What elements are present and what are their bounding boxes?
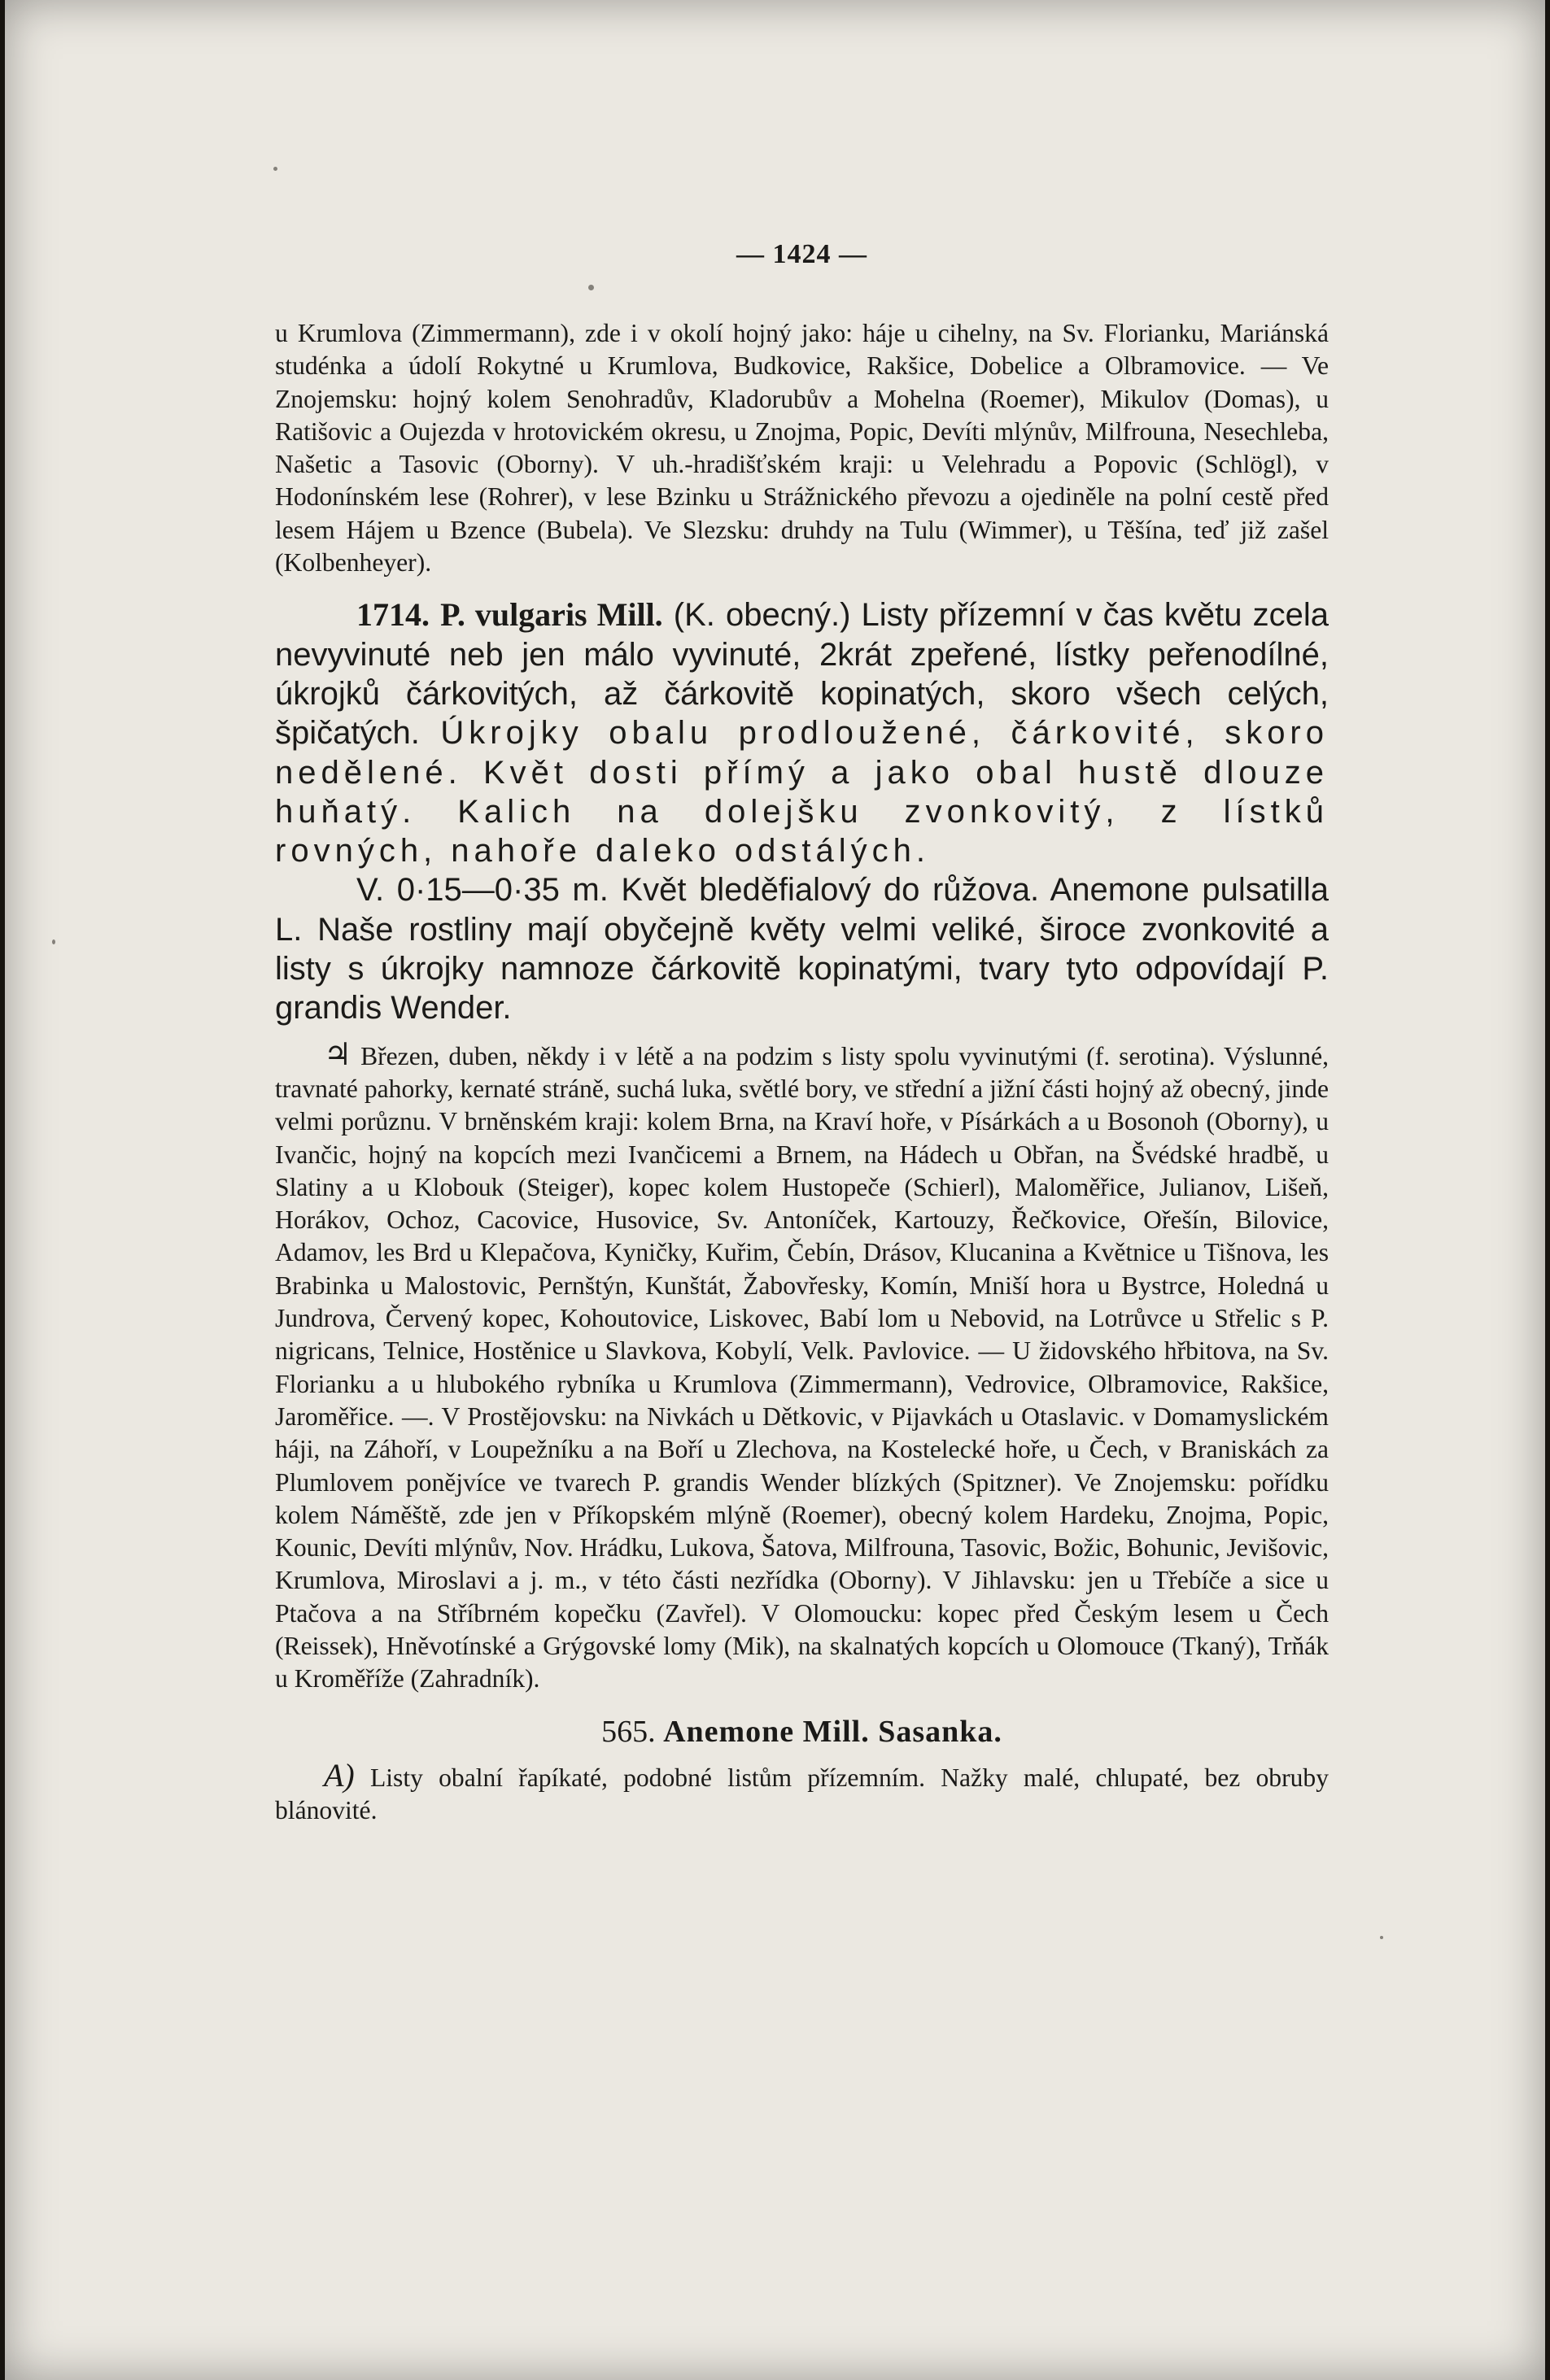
spaced-emphasis-flower: Květ dosti přímý a jako obal hustě dlouze huňatý. Kalich na dolejšku zvonkovitý, z lístků rovných, nahoře daleko odstálých. — [275, 754, 1329, 870]
paragraph-localities-continued: u Krumlova (Zimmermann), zde i v okolí hojný jako: háje u cihelny, na Sv. Florianku, Mariánská studénka a údolí Rokytné u Krumlova, Budkovice, Rakšice, Dobelice a Olbramovice. — Ve Znojemsku: hojný kolem Senohradův, Kladorubův a Mohelna (Roemer), Mikulov (Domas), u Ratišovic a Oujezda v hrotovickém okresu, u Znojma, Popic, Devíti mlýnův, Milfrouna, Nesechleba, Našetic a Tasovic (Oborny). V uh.-hradišťském kraji: u Velehradu a Popovic (Schlögl), v Hodonínském lese (Rohrer), v lese Bzinku u Strážnického převozu a ojediněle na polní cestě před lesem Hájem u Bzence (Bubela). Ve Slezsku: druhdy na Tulu (Wimmer), u Těšína, teď již zašel (Kolbenheyer). — [275, 319, 1329, 578]
species-name: P. vulgaris Mill. — [440, 596, 663, 634]
paper-speck — [273, 167, 277, 171]
spaced-emphasis-bracts: Úkrojky obalu prodloužené, čárkovité, skoro nedělené. — [275, 715, 1330, 791]
book-page — [5, 0, 1545, 2380]
perennial-symbol: ♃ — [324, 1035, 352, 1072]
species-description-paragraph — [275, 595, 1329, 870]
section-label: A) — [324, 1756, 355, 1794]
paper-speck — [588, 285, 594, 290]
genus-title: Anemone Mill. Sasanka. — [663, 1714, 1002, 1749]
section-a-text: Listy obalní řapíkaté, podobné listům přízemním. Nažky malé, chlupaté, bez obruby blánovité. — [275, 1763, 1329, 1824]
flowering-localities-text: Březen, duben, někdy i v létě a na podzim s listy spolu vyvinutými (f. serotina). Výslunné, travnaté pahorky, kernaté stráně, suchá luka, světlé bory, ve střední a jižní části hojný až obecný, jinde velmi porůznu. V brněnském kraji: kolem Brna, na Kraví hoře, v Písárkách a u Bosonoh (Oborny), u Ivančic, hojný na kopcích mezi Ivančicemi a Brnem, na Hádech u Obřan, na Švédské hradbě, u Slatiny a u Klobouk (Steiger), kopec kolem Hustopeče (Schierl), Maloměřice, Julianov, Lišeň, Horákov, Ochoz, Cacovice, Husovice, Sv. Antoníček, Kartouzy, Řečkovice, Ořešín, Bilovice, Adamov, les Brd u Klepačova, Kyničky, Kuřim, Čebín, Drásov, Klucanina a Květnice u Tišnova, les Brabinka u Malostovic, Pernštýn, Kunštát, Žabovřesky, Komín, Mniší hora u Bystrce, Holedná u Jundrova, Červený kopec, Kohoutovice, Liskovec, Babí lom u Nebovid, na Lotrůvce u Střelic s P. nigricans, Telnice, Hostěnice u Slavkova, Kobylí, Velk. Pavlovice. — U židovského hřbitova, na Sv. Florianku a u hlubokého rybníka u Krumlova (Zimmermann), Vedrovice, Olbramovice, Rakšice, Jaroměřice. —. V Prostějovsku: na Nivkách u Dětkovic, v Pijavkách u Otaslavic. v Domamyslickém háji, na Záhoří, v Loupežníku a na Boří u Zlechova, na Kostelecké hoře, u Čech, v Braniskách za Plumlovem ponějvíce ve tvarech P. grandis Wender blízkých (Spitzner). Ve Znojemsku: pořídku kolem Náměště, zde jen v Příkopském mlýně (Roemer), obecný kolem Hardeku, Znojma, Popic, Kounic, Devíti mlýnův, Nov. Hrádku, Lukova, Šatova, Milfrouna, Tasovic, Božic, Bohunic, Jevišovic, Krumlova, Miroslavi a j. m., v této části nezřídka (Oborny). V Jihlavsku: jen u Třebíče a sice u Ptačova a na Stříbrném kopečku (Zavřel). V Olomoucku: kopec před Českým lesem u Čech (Reissek), Hněvotínské a Grýgovské lomy (Mik), na skalnatých kopcích u Olomouce (Tkaný), Trňák u Kroměříže (Zahradník). — [275, 1041, 1329, 1693]
page-text-block — [275, 239, 1330, 1827]
genus-heading — [275, 1707, 1329, 1756]
genus-number: 565. — [601, 1714, 656, 1749]
species-number: 1714. — [356, 596, 430, 634]
species-description-text: (K. obecný.) Listy přízemní v čas květu zcela nevyvinuté neb jen málo vyvinuté, 2krát zpeřené, lístky peřenodílné, úkrojků čárkovitých, až čárkovitě kopinatých, skoro všech celých, špičatých. — [275, 597, 1329, 752]
paper-speck — [1380, 1936, 1383, 1939]
size-and-synonym-paragraph: V. 0·15—0·35 m. Květ bleděfialový do růžova. Anemone pulsatilla L. Naše rostliny mají obyčejně květy velmi veliké, široce zvonkovité a listy s úkrojky namnoze čárkovitě kopinatými, tvary tyto odpovídají P. grandis Wender. — [275, 872, 1329, 1027]
paper-speck — [52, 939, 55, 944]
page-number: — 1424 — — [736, 239, 867, 269]
section-a-paragraph — [275, 1756, 1329, 1828]
flowering-localities-paragraph — [275, 1035, 1329, 1696]
